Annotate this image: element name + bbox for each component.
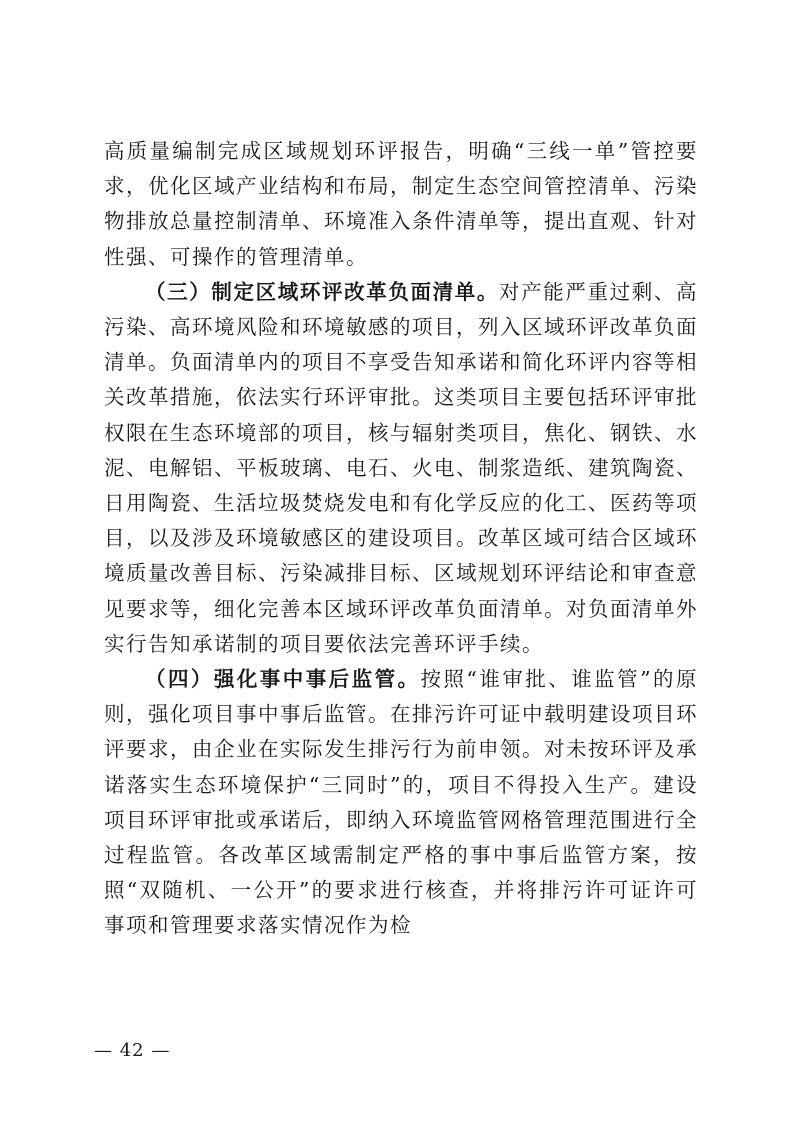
section-heading-three: （三）制定区域环评改革负面清单。	[145, 279, 499, 304]
paragraph-text: 按照“谁审批、谁监管”的原则，强化项目事中事后监管。在排污许可证中载明建设项目环评要求，由企业在实际发生排污行为前申领。对未按环评及承诺落实生态环境保护“三同时”的，项目不得投入生产。建设项目环评审批或承诺后，即纳入环境监管网格管理范围进行全过程监管。各改革区域需制定严格的事中事后监管方案，按照“双随机、一公开”的要求进行核查，并将排污许可证许可事项和管理要求落实情况作为检	[104, 667, 698, 938]
paragraph-continued	[104, 134, 698, 275]
page-number: — 42 —	[94, 1040, 171, 1061]
paragraph-section-four	[104, 662, 698, 944]
section-heading-four: （四）强化事中事后监管。	[145, 667, 421, 692]
document-body	[104, 134, 698, 944]
paragraph-text: 对产能严重过剩、高污染、高环境风险和环境敏感的项目，列入区域环评改革负面清单。负面清单内的项目不享受告知承诺和简化环评内容等相关改革措施，依法实行环评审批。这类项目主要包括环评审批权限在生态环境部的项目，核与辐射类项目，焦化、钢铁、水泥、电解铝、平板玻璃、电石、火电、制浆造纸、建筑陶瓷、日用陶瓷、生活垃圾焚烧发电和有化学反应的化工、医药等项目，以及涉及环境敏感区的建设项目。改革区域可结合区域环境质量改善目标、污染减排目标、区域规划环评结论和审查意见要求等，细化完善本区域环评改革负面清单。对负面清单外实行告知承诺制的项目要依法完善环评手续。	[104, 279, 698, 656]
paragraph-section-three	[104, 275, 698, 662]
paragraph-text: 高质量编制完成区域规划环评报告，明确“三线一单”管控要求，优化区域产业结构和布局，制定生态空间管控清单、污染物排放总量控制清单、环境准入条件清单等，提出直观、针对性强、可操作的管理清单。	[104, 139, 698, 269]
